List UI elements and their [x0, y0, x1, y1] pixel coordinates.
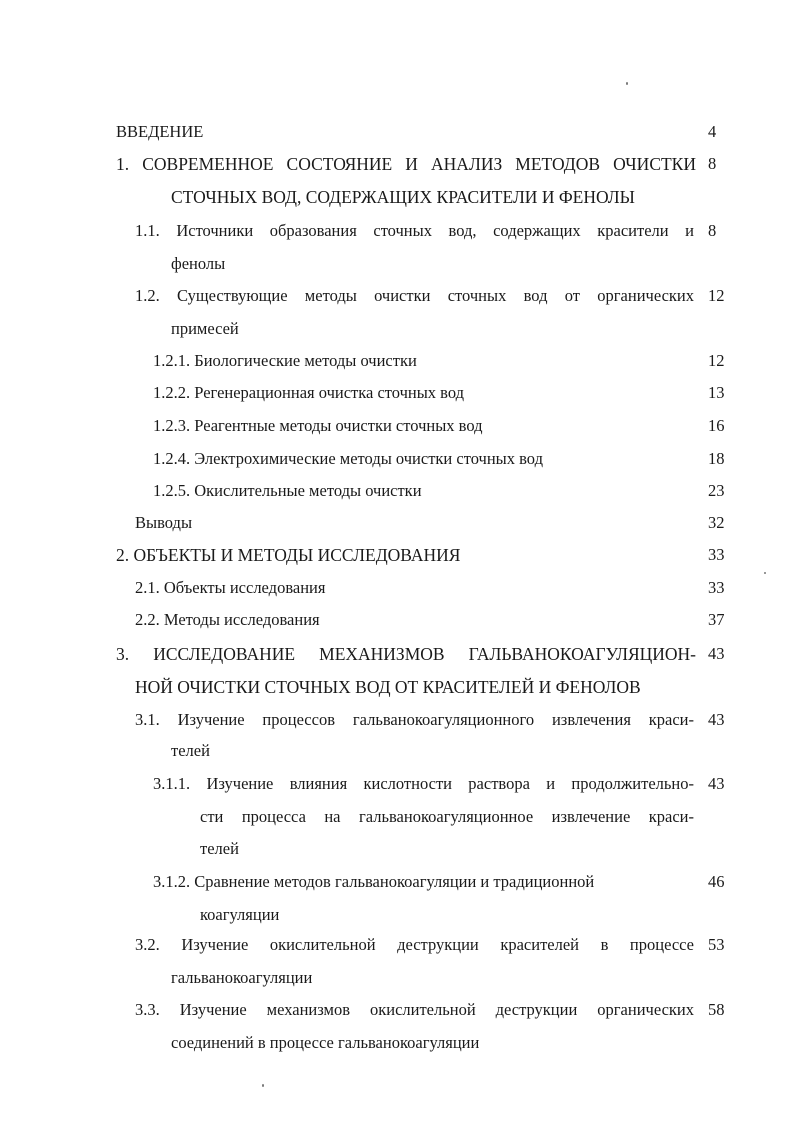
toc-page-number: 18 — [708, 449, 725, 468]
toc-entry-title-cont: сти процесса на гальванокоагуляционное извлечение краси- — [200, 807, 694, 826]
toc-entry-title-cont: коагуляции — [200, 905, 280, 924]
toc-page-number: 16 — [708, 416, 725, 435]
toc-entry-title: 2.1. Объекты исследования — [135, 578, 326, 597]
toc-entry-title-cont: гальванокоагуляции — [171, 968, 313, 987]
toc-entry-title: 3.3. Изучение механизмов окислительной деструкции органических — [135, 1000, 694, 1019]
toc-page-number: 58 — [708, 1000, 725, 1019]
toc-entry-title: 1.2.3. Реагентные методы очистки сточных вод — [153, 416, 483, 435]
toc-entry-title: 1.2.4. Электрохимические методы очистки сточных вод — [153, 449, 543, 468]
toc-entry-title-cont: телей — [171, 741, 210, 760]
toc-entry-title: 3.1.2. Сравнение методов гальванокоагуляции и традиционной — [153, 872, 595, 891]
toc-page-number: 32 — [708, 513, 725, 532]
toc-page-number: 23 — [708, 481, 725, 500]
toc-entry-title: 1.2.1. Биологические методы очистки — [153, 351, 417, 370]
toc-page-number: 12 — [708, 351, 725, 370]
toc-entry-title: 3.1.1. Изучение влияния кислотности раствора и продолжительно- — [153, 774, 694, 793]
scan-speck — [626, 82, 628, 85]
toc-page-number: 43 — [708, 644, 725, 663]
toc-page-number: 4 — [708, 122, 717, 141]
toc-entry-title: 2.2. Методы исследования — [135, 610, 320, 629]
toc-page-number: 13 — [708, 383, 725, 402]
scan-speck — [262, 1084, 264, 1087]
toc-page-number: 33 — [708, 578, 725, 597]
toc-entry-title: 3. ИССЛЕДОВАНИЕ МЕХАНИЗМОВ ГАЛЬВАНОКОАГУЛЯЦИОН- — [116, 644, 696, 664]
toc-entry-title: 1.2. Существующие методы очистки сточных вод от органических — [135, 286, 694, 305]
toc-page-number: 8 — [708, 154, 717, 173]
toc-entry-title-cont: телей — [200, 839, 239, 858]
toc-entry-title-cont: СТОЧНЫХ ВОД, СОДЕРЖАЩИХ КРАСИТЕЛИ И ФЕНОЛЫ — [171, 187, 635, 207]
toc-page-number: 43 — [708, 710, 725, 729]
toc-page-number: 33 — [708, 545, 725, 564]
toc-page-number: 37 — [708, 610, 725, 629]
toc-page-number: 12 — [708, 286, 725, 305]
toc-page-number: 46 — [708, 872, 725, 891]
toc-entry-title: 1. СОВРЕМЕННОЕ СОСТОЯНИЕ И АНАЛИЗ МЕТОДОВ ОЧИСТКИ — [116, 154, 696, 174]
toc-entry-title: 3.2. Изучение окислительной деструкции красителей в процессе — [135, 935, 694, 954]
toc-entry-title-cont: фенолы — [171, 254, 226, 273]
toc-entry-title: 1.2.5. Окислительные методы очистки — [153, 481, 422, 500]
toc-entry-title: 2. ОБЪЕКТЫ И МЕТОДЫ ИССЛЕДОВАНИЯ — [116, 545, 461, 565]
toc-entry-title: ВВЕДЕНИЕ — [116, 122, 204, 141]
toc-page-number: 43 — [708, 774, 725, 793]
toc-entry-title-cont: НОЙ ОЧИСТКИ СТОЧНЫХ ВОД ОТ КРАСИТЕЛЕЙ И ФЕНОЛОВ — [135, 677, 641, 697]
scan-speck — [764, 572, 766, 574]
toc-entry-title-cont: примесей — [171, 319, 239, 338]
toc-entry-title-cont: соединений в процессе гальванокоагуляции — [171, 1033, 480, 1052]
toc-entry-title: 1.1. Источники образования сточных вод, содержащих красители и — [135, 221, 694, 240]
toc-entry-title: Выводы — [135, 513, 193, 532]
toc-entry-title: 3.1. Изучение процессов гальванокоагуляционного извлечения краси- — [135, 710, 694, 729]
toc-entry-title: 1.2.2. Регенерационная очистка сточных вод — [153, 383, 465, 402]
toc-page-number: 8 — [708, 221, 717, 240]
toc-page-number: 53 — [708, 935, 725, 954]
